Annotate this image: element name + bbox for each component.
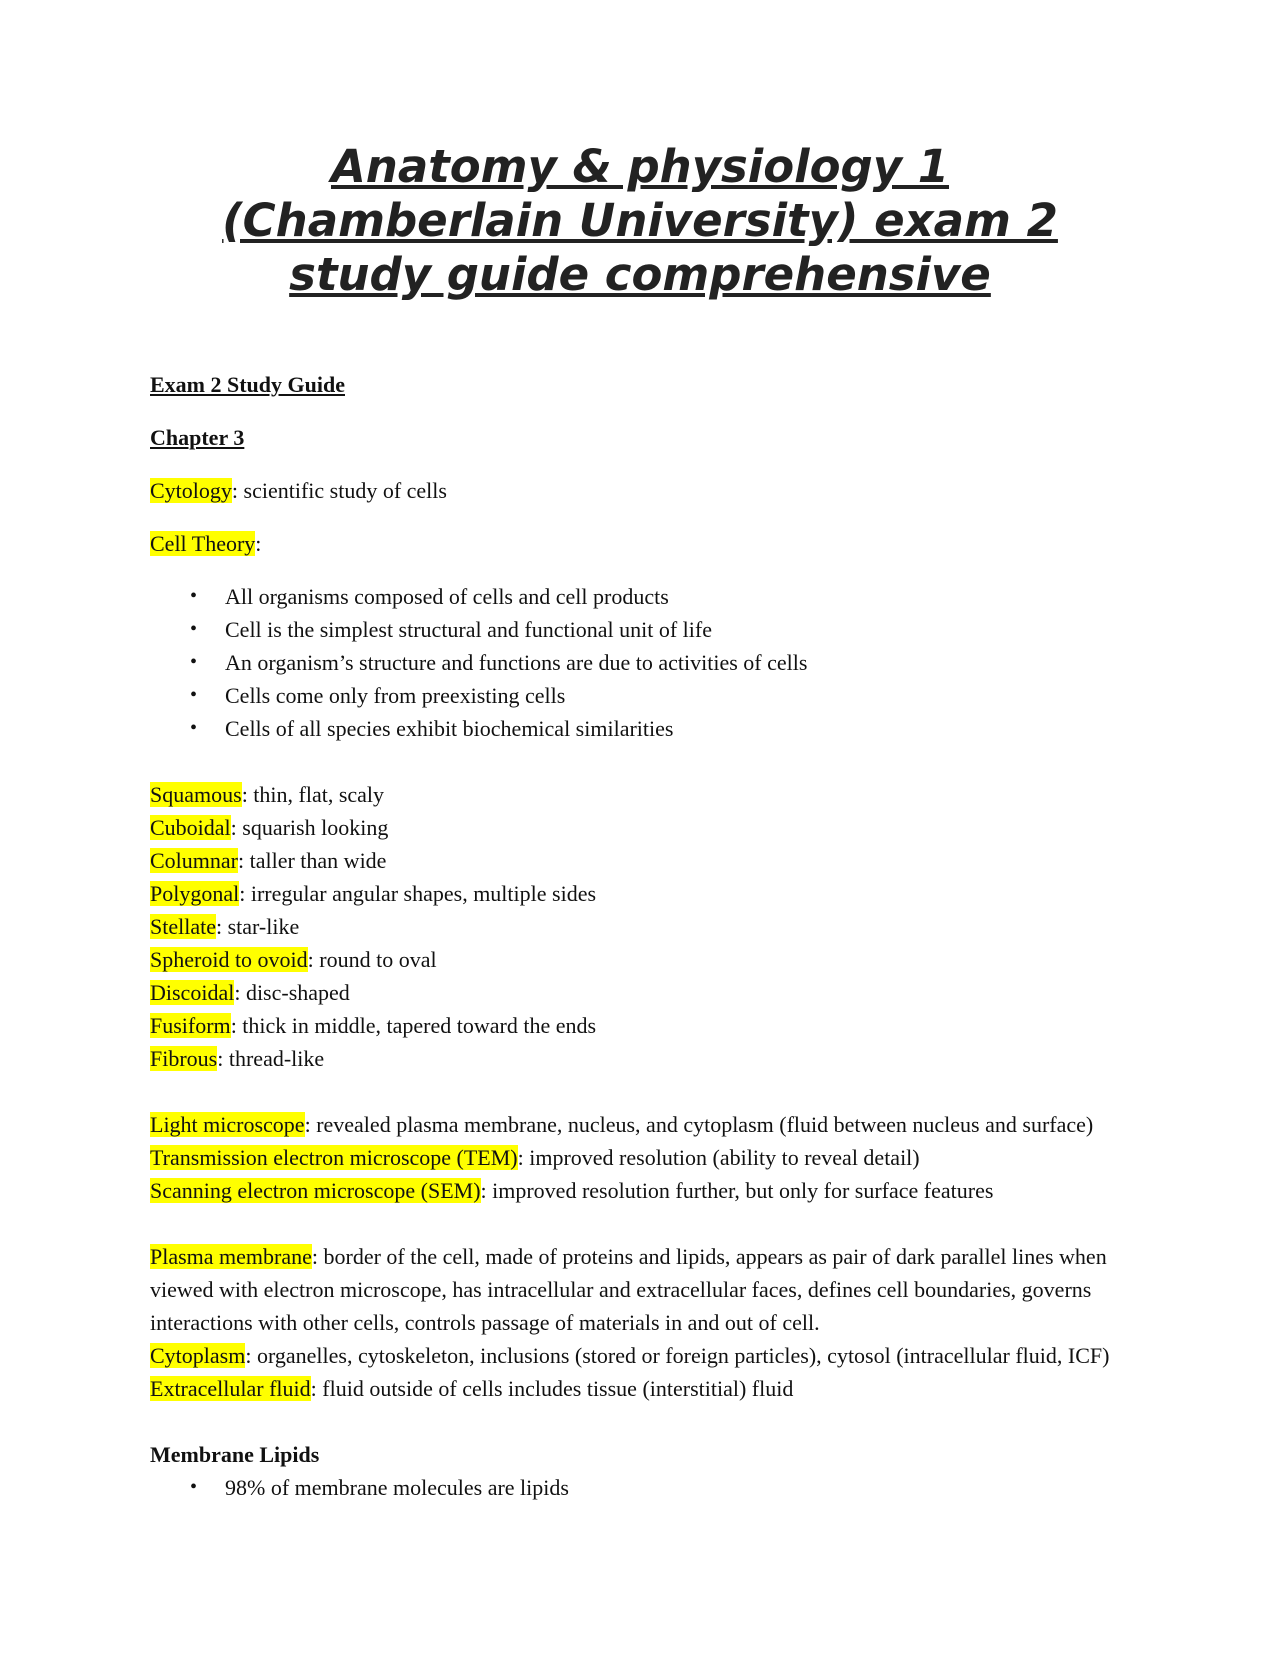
term-highlight: Transmission electron microscope (TEM) <box>150 1145 518 1170</box>
definition-text: : improved resolution (ability to reveal detail) <box>517 1145 920 1170</box>
definition-text: : organelles, cytoskeleton, inclusions (stored or foreign particles), cytosol (intracellular fluid, ICF) <box>245 1343 1110 1368</box>
shape-definition <box>150 910 1130 943</box>
shape-definition <box>150 844 1130 877</box>
list-item: • Cell is the simplest structural and functional unit of life <box>150 613 1130 646</box>
document-body <box>150 368 1130 1504</box>
study-guide-heading: Exam 2 Study Guide <box>150 372 345 397</box>
term-highlight: Cuboidal <box>150 815 231 840</box>
term-highlight: Cytoplasm <box>150 1343 246 1368</box>
membrane-lipids-list <box>150 1471 1130 1504</box>
document-title <box>150 140 1130 302</box>
title-line-2: (Chamberlain University) exam 2 <box>222 194 1058 247</box>
definition-text: : improved resolution further, but only for surface features <box>480 1178 994 1203</box>
list-item: • 98% of membrane molecules are lipids <box>150 1471 1130 1504</box>
term-highlight: Spheroid to ovoid <box>150 947 308 972</box>
definition-text: : thick in middle, tapered toward the ends <box>230 1013 597 1038</box>
shape-definition <box>150 1042 1130 1075</box>
chapter-heading: Chapter 3 <box>150 425 245 450</box>
definition-text: : <box>255 531 262 556</box>
shape-definition <box>150 943 1130 976</box>
microscope-definition <box>150 1108 1130 1141</box>
shape-definition <box>150 778 1130 811</box>
microscope-definition <box>150 1174 1130 1207</box>
cell-theory-label <box>150 527 1130 560</box>
term-highlight: Cytology <box>150 478 232 503</box>
definition-text: : thin, flat, scaly <box>241 782 385 807</box>
list-item: • An organism’s structure and functions are due to activities of cells <box>150 646 1130 679</box>
list-item: • Cells of all species exhibit biochemical similarities <box>150 712 1130 745</box>
definition-text: : star-like <box>215 914 300 939</box>
definition-text: : thread-like <box>217 1046 325 1071</box>
term-highlight: Extracellular fluid <box>150 1376 311 1401</box>
definition-text: : border of the cell, made of proteins and lipids, appears as pair of dark parallel lines when viewed with electron microscope, has intracellular and extracellular faces, defines cell boundaries, governs interactions with other cells, controls passage of materials in and out of cell. <box>150 1244 1107 1335</box>
cell-part-definition <box>150 1372 1130 1405</box>
definition-text: : irregular angular shapes, multiple sides <box>239 881 597 906</box>
microscopes-group <box>150 1108 1130 1207</box>
definition-text: : scientific study of cells <box>231 478 447 503</box>
definition-text: : taller than wide <box>238 848 387 873</box>
cytology-definition <box>150 474 1130 507</box>
term-highlight: Squamous <box>150 782 242 807</box>
cell-part-definition <box>150 1339 1130 1372</box>
cell-theory-list <box>150 580 1130 745</box>
term-highlight: Scanning electron microscope (SEM) <box>150 1178 481 1203</box>
term-highlight: Stellate <box>150 914 216 939</box>
term-highlight: Polygonal <box>150 881 240 906</box>
term-highlight: Fusiform <box>150 1013 231 1038</box>
microscope-definition <box>150 1141 1130 1174</box>
definition-text: : fluid outside of cells includes tissue (interstitial) fluid <box>310 1376 794 1401</box>
membrane-lipids-heading: Membrane Lipids <box>150 1442 320 1467</box>
list-item: • All organisms composed of cells and cell products <box>150 580 1130 613</box>
shape-definition <box>150 877 1130 910</box>
definition-text: : disc-shaped <box>234 980 350 1005</box>
shape-definition <box>150 976 1130 1009</box>
term-highlight: Discoidal <box>150 980 235 1005</box>
term-highlight: Light microscope <box>150 1112 305 1137</box>
shape-definition <box>150 811 1130 844</box>
cell-part-definition <box>150 1240 1130 1339</box>
term-highlight: Cell Theory <box>150 531 256 556</box>
term-highlight: Columnar <box>150 848 238 873</box>
cell-shapes-group <box>150 778 1130 1075</box>
term-highlight: Plasma membrane <box>150 1244 312 1269</box>
definition-text: : round to oval <box>307 947 437 972</box>
title-line-3: study guide comprehensive <box>289 248 991 301</box>
cell-parts-group <box>150 1240 1130 1405</box>
shape-definition <box>150 1009 1130 1042</box>
title-line-1: Anatomy & physiology 1 <box>330 140 950 193</box>
list-item: • Cells come only from preexisting cells <box>150 679 1130 712</box>
definition-text: : revealed plasma membrane, nucleus, and cytoplasm (fluid between nucleus and surface) <box>304 1112 1094 1137</box>
term-highlight: Fibrous <box>150 1046 218 1071</box>
definition-text: : squarish looking <box>230 815 389 840</box>
